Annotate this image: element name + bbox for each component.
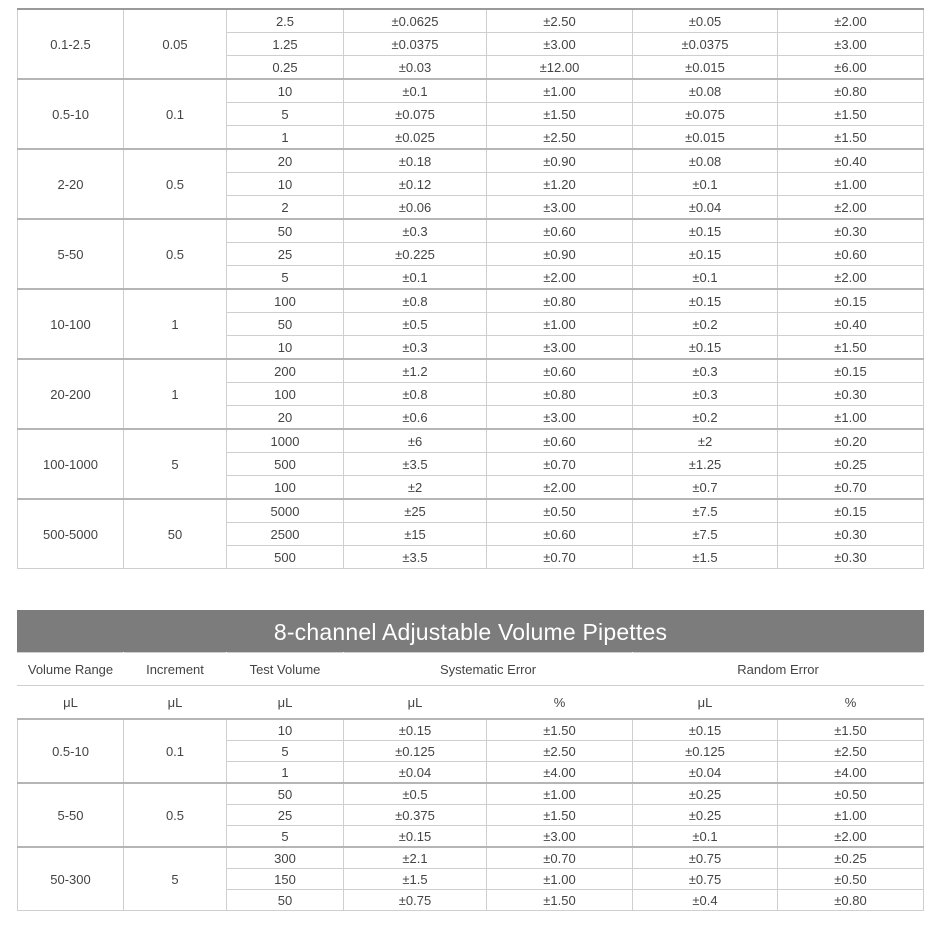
- random-error-ul-cell: ±0.7: [633, 476, 778, 500]
- volume-range-group: [18, 429, 924, 499]
- test-volume-cell: 100: [227, 289, 344, 313]
- random-error-ul-cell: ±0.15: [633, 289, 778, 313]
- systematic-error-pct-cell: ±0.60: [487, 429, 633, 453]
- random-error-ul-cell: ±0.0375: [633, 33, 778, 56]
- increment-cell: 0.05: [124, 9, 227, 79]
- random-error-ul-cell: ±0.04: [633, 762, 778, 784]
- random-error-pct-cell: ±0.50: [778, 869, 924, 890]
- random-error-ul-cell: ±0.125: [633, 741, 778, 762]
- increment-cell: 0.1: [124, 719, 227, 783]
- random-error-ul-cell: ±0.15: [633, 219, 778, 243]
- table-row: [18, 9, 924, 33]
- volume-range-cell: 5-50: [18, 219, 124, 289]
- random-error-ul-cell: ±0.08: [633, 149, 778, 173]
- increment-cell: 1: [124, 289, 227, 359]
- systematic-error-pct-cell: ±0.80: [487, 289, 633, 313]
- random-error-pct-cell: ±1.50: [778, 103, 924, 126]
- single-channel-spec-table: [17, 8, 924, 569]
- random-error-ul-cell: ±0.1: [633, 826, 778, 848]
- volume-range-cell: 0.5-10: [18, 719, 124, 783]
- volume-range-group: [18, 359, 924, 429]
- systematic-error-pct-cell: ±1.50: [487, 719, 633, 741]
- test-volume-cell: 150: [227, 869, 344, 890]
- systematic-error-pct-cell: ±3.00: [487, 826, 633, 848]
- systematic-error-pct-cell: ±2.00: [487, 476, 633, 500]
- test-volume-cell: 500: [227, 546, 344, 569]
- systematic-error-ul-cell: ±0.06: [344, 196, 487, 220]
- random-error-pct-cell: ±0.30: [778, 219, 924, 243]
- header-systematic-error: Systematic Error: [344, 653, 633, 686]
- systematic-error-ul-cell: ±0.1: [344, 266, 487, 290]
- random-error-pct-cell: ±2.00: [778, 266, 924, 290]
- unit-label: μL: [227, 686, 344, 720]
- random-error-pct-cell: ±0.80: [778, 79, 924, 103]
- test-volume-cell: 50: [227, 313, 344, 336]
- volume-range-cell: 0.5-10: [18, 79, 124, 149]
- systematic-error-pct-cell: ±1.50: [487, 890, 633, 911]
- volume-range-group: [18, 149, 924, 219]
- test-volume-cell: 200: [227, 359, 344, 383]
- test-volume-cell: 1.25: [227, 33, 344, 56]
- random-error-pct-cell: ±1.00: [778, 406, 924, 430]
- random-error-ul-cell: ±0.08: [633, 79, 778, 103]
- test-volume-cell: 0.25: [227, 56, 344, 80]
- table-row: [18, 359, 924, 383]
- random-error-ul-cell: ±1.5: [633, 546, 778, 569]
- volume-range-cell: 20-200: [18, 359, 124, 429]
- systematic-error-ul-cell: ±0.04: [344, 762, 487, 784]
- random-error-ul-cell: ±0.04: [633, 196, 778, 220]
- systematic-error-pct-cell: ±0.80: [487, 383, 633, 406]
- random-error-pct-cell: ±0.25: [778, 453, 924, 476]
- systematic-error-pct-cell: ±3.00: [487, 196, 633, 220]
- systematic-error-ul-cell: ±0.15: [344, 826, 487, 848]
- random-error-pct-cell: ±2.50: [778, 741, 924, 762]
- random-error-pct-cell: ±3.00: [778, 33, 924, 56]
- table-title: 8-channel Adjustable Volume Pipettes: [17, 610, 924, 652]
- increment-cell: 0.5: [124, 783, 227, 847]
- test-volume-cell: 5000: [227, 499, 344, 523]
- unit-label: μL: [124, 686, 227, 720]
- systematic-error-pct-cell: ±0.90: [487, 243, 633, 266]
- test-volume-cell: 100: [227, 383, 344, 406]
- random-error-ul-cell: ±0.75: [633, 847, 778, 869]
- systematic-error-pct-cell: ±0.70: [487, 546, 633, 569]
- volume-range-group: [18, 289, 924, 359]
- table-row: [18, 847, 924, 869]
- volume-range-cell: 10-100: [18, 289, 124, 359]
- systematic-error-ul-cell: ±3.5: [344, 546, 487, 569]
- table-row: [18, 219, 924, 243]
- random-error-ul-cell: ±7.5: [633, 523, 778, 546]
- systematic-error-ul-cell: ±0.18: [344, 149, 487, 173]
- systematic-error-pct-cell: ±1.50: [487, 805, 633, 826]
- random-error-pct-cell: ±2.00: [778, 826, 924, 848]
- unit-label: %: [487, 686, 633, 720]
- systematic-error-pct-cell: ±1.50: [487, 103, 633, 126]
- random-error-pct-cell: ±1.00: [778, 805, 924, 826]
- systematic-error-pct-cell: ±0.60: [487, 219, 633, 243]
- systematic-error-pct-cell: ±1.00: [487, 79, 633, 103]
- unit-label: %: [778, 686, 924, 720]
- volume-range-cell: 5-50: [18, 783, 124, 847]
- unit-label: μL: [633, 686, 778, 720]
- volume-range-group: [18, 9, 924, 79]
- random-error-ul-cell: ±2: [633, 429, 778, 453]
- systematic-error-pct-cell: ±0.60: [487, 359, 633, 383]
- volume-range-cell: 100-1000: [18, 429, 124, 499]
- systematic-error-ul-cell: ±0.03: [344, 56, 487, 80]
- random-error-pct-cell: ±1.50: [778, 719, 924, 741]
- random-error-ul-cell: ±0.015: [633, 56, 778, 80]
- systematic-error-ul-cell: ±0.12: [344, 173, 487, 196]
- systematic-error-ul-cell: ±0.025: [344, 126, 487, 150]
- test-volume-cell: 500: [227, 453, 344, 476]
- volume-range-group: [18, 783, 924, 847]
- test-volume-cell: 2: [227, 196, 344, 220]
- volume-range-group: [18, 219, 924, 289]
- random-error-pct-cell: ±2.00: [778, 9, 924, 33]
- table-row: [18, 719, 924, 741]
- systematic-error-pct-cell: ±3.00: [487, 33, 633, 56]
- test-volume-cell: 25: [227, 805, 344, 826]
- table-row: [18, 783, 924, 805]
- systematic-error-pct-cell: ±2.50: [487, 9, 633, 33]
- systematic-error-pct-cell: ±1.00: [487, 313, 633, 336]
- volume-range-group: [18, 499, 924, 569]
- random-error-ul-cell: ±0.25: [633, 783, 778, 805]
- random-error-ul-cell: ±0.3: [633, 359, 778, 383]
- volume-range-cell: 0.1-2.5: [18, 9, 124, 79]
- volume-range-group: [18, 847, 924, 911]
- systematic-error-ul-cell: ±0.8: [344, 383, 487, 406]
- random-error-ul-cell: ±0.75: [633, 869, 778, 890]
- test-volume-cell: 20: [227, 406, 344, 430]
- random-error-pct-cell: ±0.80: [778, 890, 924, 911]
- random-error-ul-cell: ±0.3: [633, 383, 778, 406]
- random-error-pct-cell: ±4.00: [778, 762, 924, 784]
- random-error-ul-cell: ±0.2: [633, 406, 778, 430]
- systematic-error-pct-cell: ±2.50: [487, 126, 633, 150]
- table-row: [18, 499, 924, 523]
- random-error-pct-cell: ±1.00: [778, 173, 924, 196]
- volume-range-cell: 50-300: [18, 847, 124, 911]
- random-error-pct-cell: ±0.15: [778, 359, 924, 383]
- systematic-error-ul-cell: ±0.3: [344, 219, 487, 243]
- increment-cell: 50: [124, 499, 227, 569]
- systematic-error-pct-cell: ±3.00: [487, 336, 633, 360]
- test-volume-cell: 20: [227, 149, 344, 173]
- header-test-volume: Test Volume: [227, 653, 344, 686]
- random-error-pct-cell: ±0.30: [778, 523, 924, 546]
- systematic-error-ul-cell: ±0.125: [344, 741, 487, 762]
- systematic-error-ul-cell: ±0.6: [344, 406, 487, 430]
- table-header: [18, 653, 924, 720]
- systematic-error-ul-cell: ±2.1: [344, 847, 487, 869]
- random-error-pct-cell: ±0.70: [778, 476, 924, 500]
- systematic-error-pct-cell: ±0.50: [487, 499, 633, 523]
- random-error-pct-cell: ±0.50: [778, 783, 924, 805]
- test-volume-cell: 25: [227, 243, 344, 266]
- unit-label: μL: [344, 686, 487, 720]
- random-error-ul-cell: ±1.25: [633, 453, 778, 476]
- random-error-pct-cell: ±0.60: [778, 243, 924, 266]
- volume-range-cell: 2-20: [18, 149, 124, 219]
- systematic-error-ul-cell: ±25: [344, 499, 487, 523]
- random-error-pct-cell: ±2.00: [778, 196, 924, 220]
- systematic-error-pct-cell: ±0.70: [487, 847, 633, 869]
- systematic-error-pct-cell: ±2.50: [487, 741, 633, 762]
- systematic-error-ul-cell: ±0.75: [344, 890, 487, 911]
- test-volume-cell: 5: [227, 741, 344, 762]
- test-volume-cell: 2500: [227, 523, 344, 546]
- systematic-error-pct-cell: ±0.70: [487, 453, 633, 476]
- random-error-ul-cell: ±7.5: [633, 499, 778, 523]
- random-error-pct-cell: ±6.00: [778, 56, 924, 80]
- random-error-ul-cell: ±0.075: [633, 103, 778, 126]
- header-volume-range: Volume Range: [18, 653, 124, 686]
- increment-cell: 0.5: [124, 219, 227, 289]
- test-volume-cell: 10: [227, 336, 344, 360]
- test-volume-cell: 5: [227, 103, 344, 126]
- unit-label: μL: [18, 686, 124, 720]
- random-error-pct-cell: ±1.50: [778, 336, 924, 360]
- test-volume-cell: 2.5: [227, 9, 344, 33]
- systematic-error-ul-cell: ±0.5: [344, 783, 487, 805]
- systematic-error-ul-cell: ±0.8: [344, 289, 487, 313]
- systematic-error-pct-cell: ±4.00: [487, 762, 633, 784]
- random-error-ul-cell: ±0.2: [633, 313, 778, 336]
- test-volume-cell: 10: [227, 719, 344, 741]
- systematic-error-ul-cell: ±0.075: [344, 103, 487, 126]
- systematic-error-ul-cell: ±0.375: [344, 805, 487, 826]
- test-volume-cell: 50: [227, 783, 344, 805]
- test-volume-cell: 100: [227, 476, 344, 500]
- systematic-error-pct-cell: ±0.90: [487, 149, 633, 173]
- random-error-ul-cell: ±0.1: [633, 266, 778, 290]
- systematic-error-ul-cell: ±1.2: [344, 359, 487, 383]
- test-volume-cell: 5: [227, 826, 344, 848]
- table-row: [18, 429, 924, 453]
- random-error-pct-cell: ±0.25: [778, 847, 924, 869]
- systematic-error-pct-cell: ±0.60: [487, 523, 633, 546]
- systematic-error-ul-cell: ±0.0375: [344, 33, 487, 56]
- test-volume-cell: 1000: [227, 429, 344, 453]
- systematic-error-pct-cell: ±1.00: [487, 869, 633, 890]
- increment-cell: 5: [124, 429, 227, 499]
- volume-range-group: [18, 79, 924, 149]
- systematic-error-ul-cell: ±0.5: [344, 313, 487, 336]
- table-row: [18, 79, 924, 103]
- random-error-pct-cell: ±0.20: [778, 429, 924, 453]
- random-error-ul-cell: ±0.4: [633, 890, 778, 911]
- test-volume-cell: 10: [227, 173, 344, 196]
- random-error-pct-cell: ±0.15: [778, 499, 924, 523]
- header-increment: Increment: [124, 653, 227, 686]
- systematic-error-ul-cell: ±0.225: [344, 243, 487, 266]
- test-volume-cell: 300: [227, 847, 344, 869]
- random-error-ul-cell: ±0.15: [633, 719, 778, 741]
- systematic-error-ul-cell: ±0.15: [344, 719, 487, 741]
- test-volume-cell: 50: [227, 890, 344, 911]
- eight-channel-spec-table: [17, 610, 924, 911]
- increment-cell: 0.5: [124, 149, 227, 219]
- volume-range-group: [18, 719, 924, 783]
- random-error-ul-cell: ±0.05: [633, 9, 778, 33]
- test-volume-cell: 10: [227, 79, 344, 103]
- systematic-error-ul-cell: ±1.5: [344, 869, 487, 890]
- random-error-ul-cell: ±0.25: [633, 805, 778, 826]
- random-error-pct-cell: ±0.30: [778, 546, 924, 569]
- systematic-error-ul-cell: ±15: [344, 523, 487, 546]
- systematic-error-pct-cell: ±1.20: [487, 173, 633, 196]
- header-random-error: Random Error: [633, 653, 924, 686]
- systematic-error-ul-cell: ±6: [344, 429, 487, 453]
- test-volume-cell: 1: [227, 762, 344, 784]
- increment-cell: 5: [124, 847, 227, 911]
- table-row: [18, 289, 924, 313]
- table-row: [18, 149, 924, 173]
- random-error-pct-cell: ±0.40: [778, 149, 924, 173]
- test-volume-cell: 1: [227, 126, 344, 150]
- random-error-ul-cell: ±0.1: [633, 173, 778, 196]
- systematic-error-ul-cell: ±3.5: [344, 453, 487, 476]
- systematic-error-ul-cell: ±2: [344, 476, 487, 500]
- random-error-pct-cell: ±1.50: [778, 126, 924, 150]
- random-error-ul-cell: ±0.15: [633, 243, 778, 266]
- test-volume-cell: 50: [227, 219, 344, 243]
- increment-cell: 0.1: [124, 79, 227, 149]
- systematic-error-pct-cell: ±2.00: [487, 266, 633, 290]
- random-error-ul-cell: ±0.15: [633, 336, 778, 360]
- systematic-error-pct-cell: ±12.00: [487, 56, 633, 80]
- systematic-error-pct-cell: ±1.00: [487, 783, 633, 805]
- random-error-ul-cell: ±0.015: [633, 126, 778, 150]
- increment-cell: 1: [124, 359, 227, 429]
- systematic-error-pct-cell: ±3.00: [487, 406, 633, 430]
- random-error-pct-cell: ±0.40: [778, 313, 924, 336]
- test-volume-cell: 5: [227, 266, 344, 290]
- systematic-error-ul-cell: ±0.0625: [344, 9, 487, 33]
- random-error-pct-cell: ±0.30: [778, 383, 924, 406]
- volume-range-cell: 500-5000: [18, 499, 124, 569]
- systematic-error-ul-cell: ±0.3: [344, 336, 487, 360]
- random-error-pct-cell: ±0.15: [778, 289, 924, 313]
- systematic-error-ul-cell: ±0.1: [344, 79, 487, 103]
